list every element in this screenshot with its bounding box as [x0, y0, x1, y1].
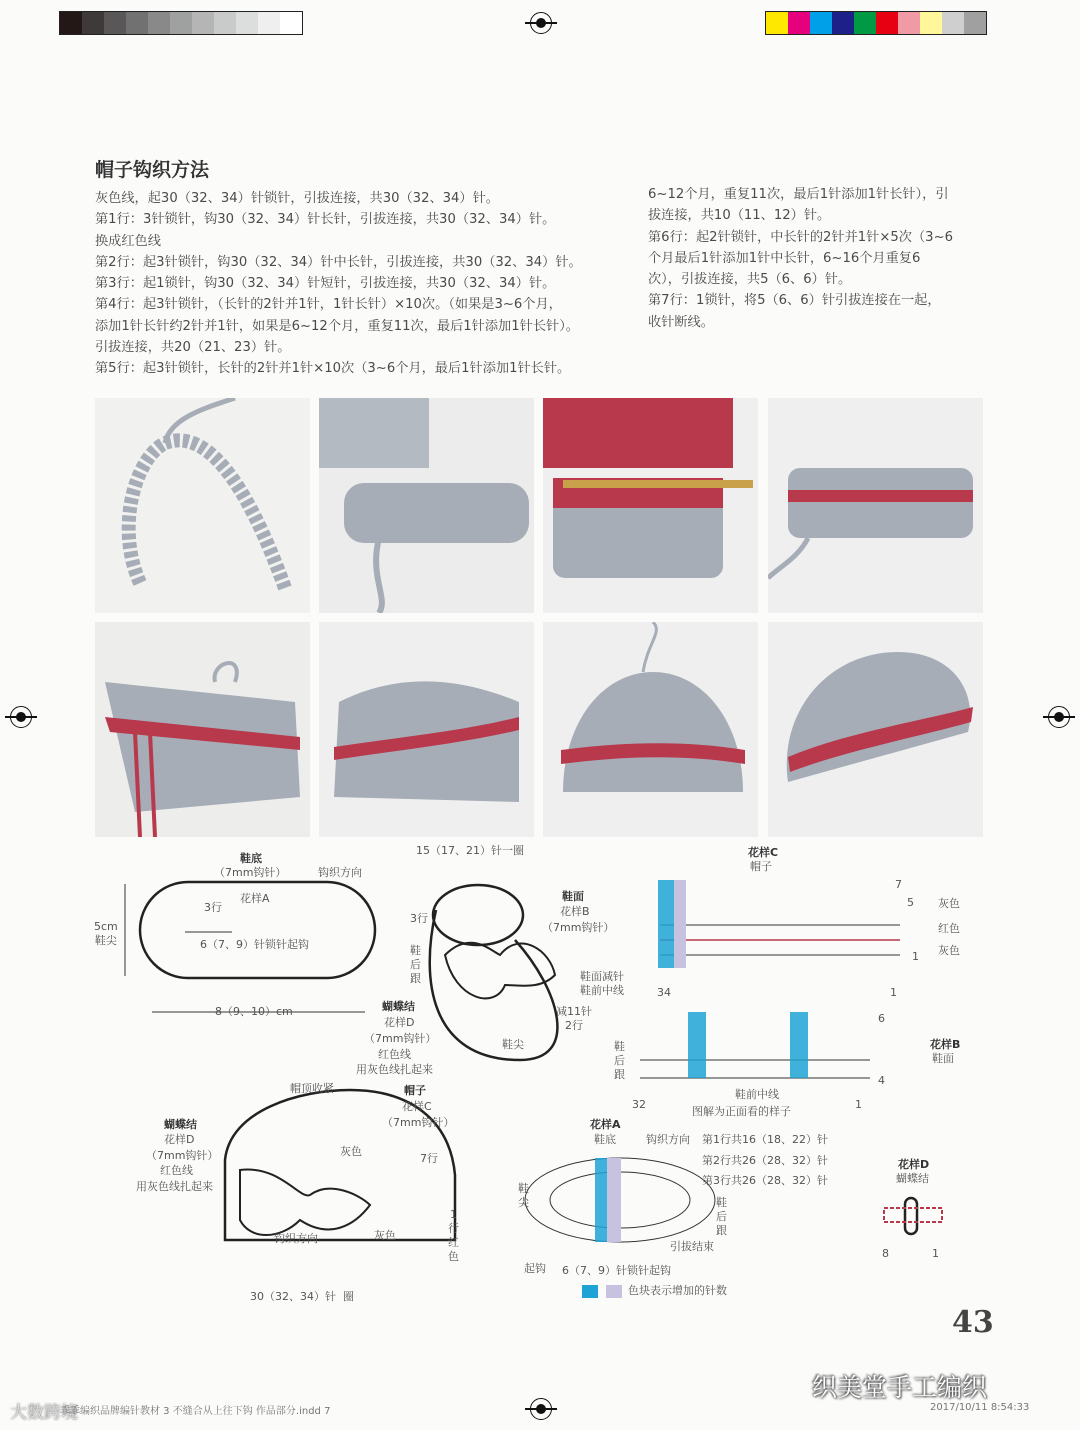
sole-pattern: 花样A [240, 892, 270, 905]
sole-rows: 3行 [204, 901, 222, 914]
hat-bow-hook: （7mm钩针） [146, 1149, 219, 1162]
pattern-b-st32: 32 [632, 1098, 646, 1111]
instruction-line: 第1行：3针锁针，钩30（32、34）针长针，引拔连接，共30（32、34）针。 [95, 212, 556, 228]
hat-bow-pattern: 花样D [164, 1133, 195, 1146]
shoe-toe: 鞋尖 [502, 1038, 524, 1051]
hat-bow-title: 蝴蝶结 [164, 1118, 197, 1131]
pattern-a-start-hook: 起钩 [524, 1262, 546, 1275]
sole-width: 5cm 鞋尖 [94, 920, 118, 947]
instruction-line: 第2行：起3针锁针，钩30（32、34）针中长针，引拔连接，共30（32、34）针。 [95, 254, 582, 270]
shoe-bow-tie: 用灰色线扎起来 [356, 1063, 433, 1076]
sole-length: 8（9、10）cm [215, 1005, 293, 1018]
hat-red-row: 1 行 红 色 [448, 1208, 459, 1263]
pattern-c-row5: 5 [907, 896, 914, 909]
pattern-a-legend: 色块表示增加的针数 [628, 1284, 727, 1297]
instruction-line: 6~12个月，重复11次，最后1针添加1针长针），引 [648, 187, 949, 202]
pattern-a-end: 引拔结束 [670, 1240, 714, 1253]
instruction-line: 第3行：起1锁针，钩30（32、34）针短针，引拔连接，共30（32、34）针。 [95, 276, 556, 292]
pattern-b-title: 花样B [930, 1038, 961, 1051]
pattern-d-st1: 1 [932, 1247, 939, 1260]
pattern-b-r6: 6 [878, 1012, 885, 1025]
shoe-bow-title: 蝴蝶结 [382, 1000, 415, 1013]
page-title: 帽子钩织方法 [95, 159, 210, 181]
pattern-d-ring [905, 1198, 917, 1234]
pattern-a-heel: 鞋 后 跟 [716, 1196, 727, 1237]
instruction-line: 换成红色线 [95, 233, 161, 249]
instruction-line: 添加1针长针约2针并1针，如果是6~12个月，重复11次，最后1针添加1针长针）。 [95, 318, 579, 334]
shoe-heel-outline [433, 885, 523, 945]
pattern-c-row1: 1 [912, 950, 919, 963]
footer-filename: 乖乖编织品牌编针教材 3 不缝合从上往下钩 作品部分.indd 7 [60, 1406, 331, 1417]
shoe-heel: 鞋 后 跟 [410, 944, 421, 985]
shoe-decrease: 鞋面减针 鞋前中线 [580, 970, 624, 997]
pattern-b-sub: 鞋面 [932, 1052, 954, 1065]
pattern-c-sub: 帽子 [750, 860, 772, 873]
instruction-line: 第6行：起2针锁针，中长针的2针并1针×5次（3~6 [648, 229, 954, 245]
instruction-line: 第7行：1锁针，将5（6、6）针引拔连接在一起， [648, 293, 941, 309]
pattern-a-sub: 鞋底 [594, 1133, 616, 1146]
sole-title: 鞋底 [240, 852, 262, 865]
pattern-d-sub: 蝴蝶结 [896, 1172, 929, 1185]
instruction-line: 次），引拔连接，共5（6、6）针。 [648, 272, 852, 288]
pattern-a-title: 花样A [590, 1118, 621, 1131]
sole-start: 6（7、9）针锁针起钩 [200, 938, 309, 951]
shoe-bow-hook: （7mm钩针） [364, 1032, 437, 1045]
pattern-c-st34: 34 [657, 986, 671, 999]
instruction-line: 第4行：起3针锁针，（长针的2针并1针，1针长针）×10次。（如果是3~6个月， [95, 297, 562, 313]
instruction-line: 拔连接，共10（11、12）针。 [648, 208, 831, 224]
hat-hook: （7mm钩针） [382, 1116, 455, 1129]
shoe-face-pattern: 花样B [560, 905, 590, 918]
pattern-b-heel: 鞋 后 跟 [614, 1040, 625, 1081]
pattern-a-direction: 钩织方向 [646, 1133, 690, 1146]
instruction-line: 引拔连接，共20（21、23）针。 [95, 340, 291, 356]
hat-title: 帽子 [404, 1084, 426, 1097]
shoe-bow-color: 红色线 [378, 1048, 411, 1061]
hat-bow-color: 红色线 [160, 1164, 193, 1177]
page-number: 43 [952, 1305, 994, 1340]
pattern-a-toe: 鞋 尖 [518, 1182, 529, 1209]
pattern-d-title: 花样D [898, 1158, 930, 1171]
pattern-b-st1: 1 [855, 1098, 862, 1111]
shoe-round: 15（17、21）针一圈 [416, 844, 524, 857]
shoe-rows: 3行 [410, 912, 428, 925]
pattern-c-color1: 灰色 [938, 897, 960, 910]
pattern-a-start: 6（7、9）针锁针起钩 [562, 1264, 671, 1277]
corner-logo-text: 大数跨境 [10, 1403, 78, 1423]
pattern-a-row1: 第1行共16（18、22）针 [702, 1133, 828, 1146]
pattern-c-color2: 红色 [938, 922, 960, 935]
shoe-face-hook: （7mm钩针） [542, 921, 615, 934]
legend-lavender-swatch [606, 1285, 622, 1298]
pattern-b-r4: 4 [878, 1074, 885, 1087]
hat-crown: 帽顶收紧 [290, 1082, 334, 1095]
instruction-line: 收针断线。 [648, 314, 714, 330]
hat-bow-tie: 用灰色线扎起来 [136, 1180, 213, 1193]
instruction-line: 第5行：起3针锁针，长针的2针并1针×10次（3~6个月，最后1针添加1针长针。 [95, 361, 571, 377]
pattern-c-title: 花样C [748, 846, 779, 859]
instruction-line: 个月最后1针添加1针中长针，6~16个月重复6 [648, 250, 921, 266]
shoe-face-title: 鞋面 [562, 890, 584, 903]
hat-bow-shape [240, 1170, 370, 1235]
shoe-bow-pattern: 花样D [384, 1016, 415, 1029]
pattern-a-row2: 第2行共26（28、32）针 [702, 1154, 828, 1167]
pattern-c-color3: 灰色 [938, 944, 960, 957]
hat-rows: 7行 [420, 1152, 438, 1165]
hat-gray-1: 灰色 [340, 1145, 362, 1158]
footer-date: 2017/10/11 8:54:33 [930, 1402, 1030, 1413]
pattern-b-note: 图解为正面看的样子 [692, 1105, 791, 1118]
hat-bottom: 30（32、34）针 圈 [250, 1290, 354, 1303]
pattern-c-row7: 7 [895, 878, 902, 891]
watermark-text: 织美堂手工编织 [812, 1373, 988, 1402]
hat-direction: 钩织方向 [274, 1232, 318, 1245]
hat-pattern: 花样C [402, 1100, 432, 1113]
legend-blue-swatch [582, 1285, 598, 1298]
pattern-a-row3: 第3行共26（28、32）针 [702, 1174, 828, 1187]
instruction-line: 灰色线，起30（32、34）针锁针，引拔连接，共30（32、34）针。 [95, 191, 499, 206]
pattern-d-st8: 8 [882, 1247, 889, 1260]
sole-direction: 钩织方向 [318, 866, 362, 879]
shoe-dec11: 减11针 2行 [556, 1005, 592, 1032]
hat-gray-2: 灰色 [374, 1229, 396, 1242]
sole-hook: （7mm钩针） [214, 866, 287, 879]
pattern-b-mid: 鞋前中线 [735, 1088, 779, 1101]
pattern-c-st1: 1 [890, 986, 897, 999]
